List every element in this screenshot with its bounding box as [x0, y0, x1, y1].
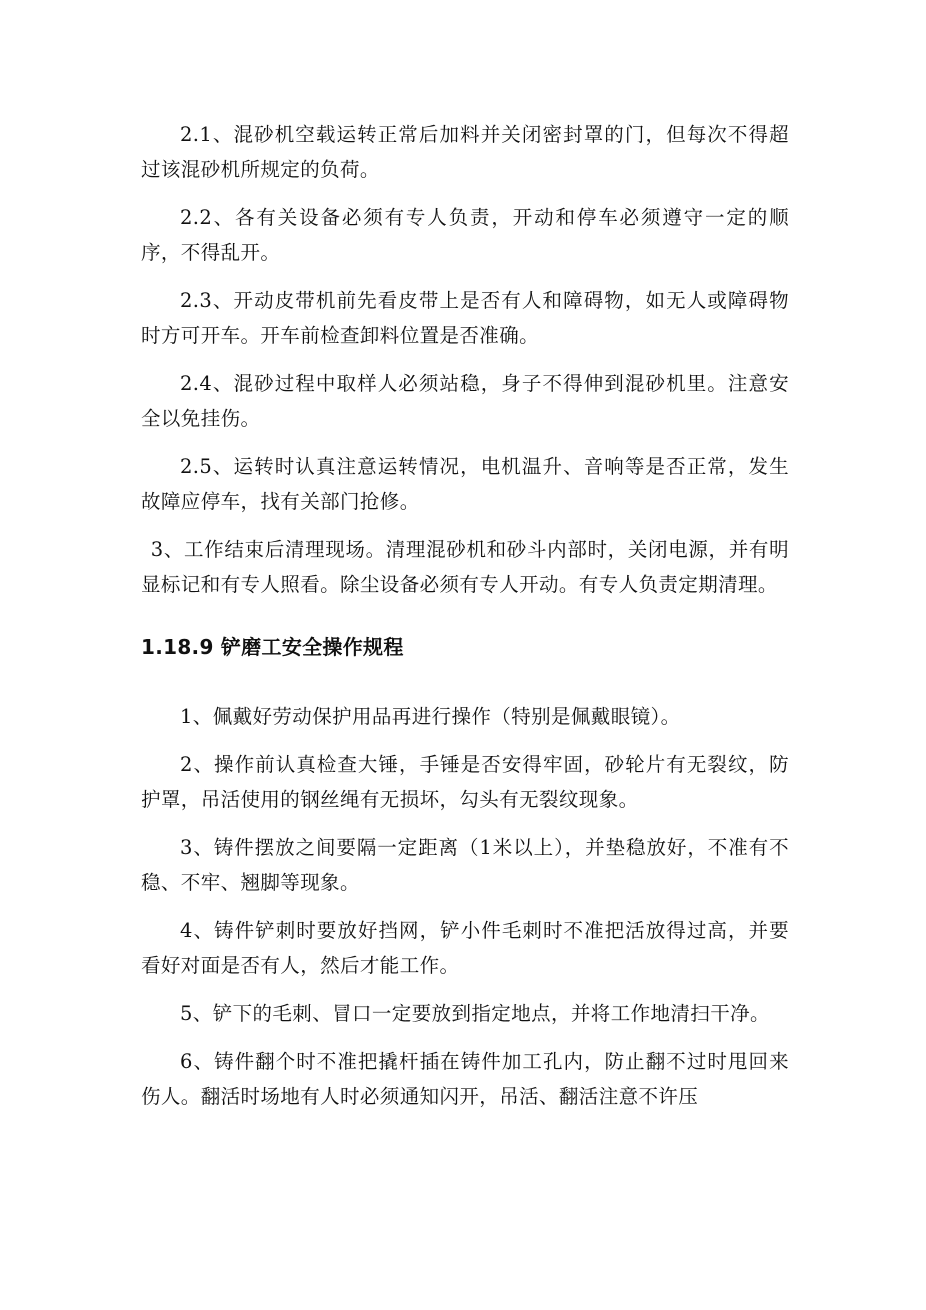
paragraph-2-2: 2.2、各有关设备必须有专人负责，开动和停车必须遵守一定的顺序，不得乱开。	[141, 206, 789, 264]
document-body	[141, 117, 789, 1114]
paragraph-2-1: 2.1、混砂机空载运转正常后加料并关闭密封罩的门，但每次不得超过该混砂机所规定的负荷。	[141, 123, 789, 181]
rule-item-5: 5、铲下的毛刺、冒口一定要放到指定地点，并将工作地清扫干净。	[180, 1002, 770, 1025]
paragraph-2-3: 2.3、开动皮带机前先看皮带上是否有人和障碍物，如无人或障碍物时方可开车。开车前检查卸料位置是否准确。	[141, 289, 789, 347]
paragraph-2-4: 2.4、混砂过程中取样人必须站稳，身子不得伸到混砂机里。注意安全以免挂伤。	[141, 372, 789, 430]
section-mixing-rules	[141, 117, 789, 602]
rule-item-1: 1、佩戴好劳动保护用品再进行操作（特别是佩戴眼镜）。	[180, 705, 681, 728]
rule-item-3: 3、铸件摆放之间要隔一定距离（1米以上），并垫稳放好，不准有不稳、不牢、翘脚等现象。	[141, 836, 789, 894]
rule-item-6: 6、铸件翻个时不准把撬杆插在铸件加工孔内，防止翻不过时甩回来伤人。翻活时场地有人时必须通知闪开，吊活、翻活注意不许压	[141, 1050, 789, 1108]
rule-item-2: 2、操作前认真检查大锤，手锤是否安得牢固，砂轮片有无裂纹，防护罩，吊活使用的钢丝绳有无损坏，勾头有无裂纹现象。	[141, 753, 789, 811]
paragraph-2-5: 2.5、运转时认真注意运转情况，电机温升、音响等是否正常，发生故障应停车，找有关部门抢修。	[141, 455, 789, 513]
rule-item-4: 4、铸件铲刺时要放好挡网，铲小件毛刺时不准把活放得过高，并要看好对面是否有人，然后才能工作。	[141, 919, 789, 977]
section-heading: 1.18.9 铲磨工安全操作规程	[141, 635, 404, 659]
paragraph-3: 3、工作结束后清理现场。清理混砂机和砂斗内部时，关闭电源，并有明显标记和有专人照看。除尘设备必须有专人开动。有专人负责定期清理。	[141, 538, 789, 596]
section-grinding-rules	[141, 699, 789, 1114]
